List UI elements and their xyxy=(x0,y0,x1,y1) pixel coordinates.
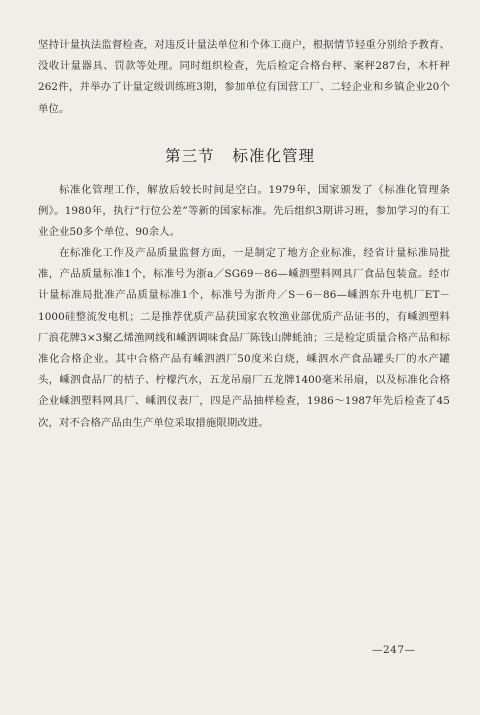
paragraph-standardization-intro: 标准化管理工作，解放后较长时间是空白。1979年，国家颁发了《标准化管理条例》。1980年，执行“行位公差”等新的国家标准。先后组织3期讲习班，参加学习的有工业企业50多个单位、90余人。 xyxy=(38,184,450,239)
section-title: 标准化管理 xyxy=(232,147,316,165)
paragraph-metrology-enforcement: 坚持计量执法监督检查，对违反计量法单位和个体工商户，根据情节轻重分别给予教育、没收计量器具、罚款等处理。同时组织检查，先后检定合格台秤、案秤287台，木杆秤262件，并举办了计量定级训练班3期，参加单位有国营工厂、二轻企业和乡镇企业20个单位。 xyxy=(38,39,450,115)
paragraph-quality-supervision: 在标准化工作及产品质量监督方面，一是制定了地方企业标准，经省计量标准局批准，产品质量标准1个，标准号为浙a／SG69－86—嵊泗塑料网具厂食品包装盒。经市计量标准局批准产品质量标准1个，标准号为浙舟／S－6－86—嵊泗东升电机厂ET－1000硅整流发电机；二是推荐优质产品获国家农牧渔业部优质产品证书的，有嵊泗塑料厂浪花牌3×3聚乙烯渔网线和嵊泗调味食品厂陈钱山牌蚝油；三是检定质量合格产品和标准化合格企业。其中合格产品有嵊泗酒厂50度米白烧，嵊泗水产食品罐头厂的水产罐头，嵊泗食品厂的桔子、柠檬汽水，五龙吊扇厂五龙牌1400毫米吊扇，以及标准化合格企业嵊泗塑料网具厂、嵊泗仪表厂，四是产品抽样检查，1986～1987年先后检查了45次，对不合格产品由生产单位采取措施限期改进。 xyxy=(38,247,450,429)
section-heading xyxy=(0,144,480,166)
page-number: —247— xyxy=(372,644,416,656)
section-number: 第三节 xyxy=(164,147,215,165)
